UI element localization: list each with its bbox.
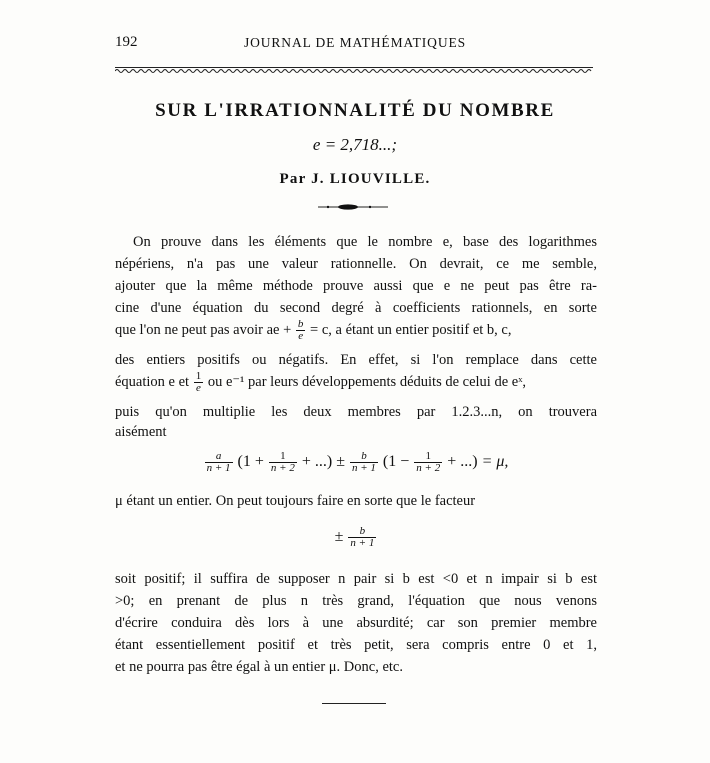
header-ornamental-rule <box>115 66 593 74</box>
text-line: ajouter que la même méthode prouve aussi que e ne peut pas être ra- <box>115 278 597 294</box>
fraction-denominator: e <box>296 330 306 342</box>
fraction-a-over-n-plus-1 <box>205 451 233 474</box>
closing-rule <box>322 703 386 704</box>
article-title: SUR L'IRRATIONNALITÉ DU NOMBRE <box>155 100 555 121</box>
fraction-numerator: 1 <box>425 450 431 462</box>
journal-title: JOURNAL DE MATHÉMATIQUES <box>243 35 467 50</box>
equation-term: (1 − <box>382 453 410 471</box>
title-formula: e = 2,718...; <box>312 135 398 154</box>
fraction-denominator: n + 1 <box>350 537 375 549</box>
text-line-with-fraction <box>115 319 597 347</box>
text-segment: = c, a étant un entier positif et b, c, <box>310 322 512 338</box>
text-line: On prouve dans les éléments que le nombre e, base des logarithmes <box>133 234 597 250</box>
text-segment: que l'on ne peut pas avoir ae + <box>115 322 292 338</box>
fraction-numerator: a <box>215 450 222 462</box>
fraction-denominator: n + 1 <box>351 462 376 474</box>
text-line: puis qu'on multiplie les deux membres par 1.2.3...n, on trouvera <box>115 404 597 420</box>
section-ornament <box>318 202 388 212</box>
fraction-1-over-n-plus-2 <box>414 451 442 474</box>
factor-display <box>115 526 597 566</box>
paragraph-3 <box>115 568 597 688</box>
fraction-denominator: n + 2 <box>270 462 295 474</box>
text-segment: équation e et <box>115 374 190 390</box>
fraction-b-over-n-plus-1 <box>350 451 378 474</box>
text-line: aisément <box>115 424 167 440</box>
running-head <box>115 34 595 54</box>
text-line: étant essentiellement positif et très petit, sera compris entre 0 et 1, <box>115 637 597 653</box>
text-line: des entiers positifs ou négatifs. En effet, si l'on remplace dans cette <box>115 352 597 368</box>
equation-body <box>135 451 577 474</box>
plus-minus-sign: ± <box>334 528 344 546</box>
text-line: d'écrire conduira dès lors à une absurdité; car son premier membre <box>115 615 597 631</box>
author-byline: Par J. LIOUVILLE. <box>279 171 431 187</box>
text-line: >0; en prenant de plus n très grand, l'équation que nous venons <box>115 593 597 609</box>
text-line: cine d'une équation du second degré à coefficients rationnels, en sorte <box>115 300 597 316</box>
page-number: 192 <box>115 34 138 50</box>
display-equation <box>115 447 597 487</box>
equation-term: (1 + <box>237 453 264 471</box>
equation-result: = μ, <box>481 453 509 471</box>
equation-term: + ...) <box>447 453 478 471</box>
fraction-b-over-e <box>296 319 306 342</box>
plus-minus-sign: ± <box>336 453 345 471</box>
fraction-numerator: b <box>297 318 304 331</box>
fraction-numerator: b <box>361 450 367 462</box>
fraction-numerator: 1 <box>195 370 202 383</box>
fraction-denominator: e <box>194 382 204 394</box>
text-line: et ne pourra pas être égal à un entier μ. Donc, etc. <box>115 659 403 675</box>
equation-term: + ...) <box>301 453 333 471</box>
fraction-numerator: 1 <box>280 450 286 462</box>
text-line: μ étant un entier. On peut toujours faire en sorte que le facteur <box>115 493 476 509</box>
text-line: soit positif; il suffira de supposer n pair si b est <0 et n impair si b est <box>115 571 597 587</box>
paragraph-1 <box>115 231 597 441</box>
fraction-1-over-n-plus-2 <box>269 451 297 474</box>
fraction-numerator: b <box>359 525 366 537</box>
text-line-with-fraction <box>115 371 597 399</box>
text-segment: ou e⁻¹ par leurs développements déduits de celui de eˣ, <box>207 374 527 390</box>
paragraph-2 <box>115 490 597 514</box>
fraction-1-over-e <box>194 371 204 394</box>
text-line: népériens, n'a pas une valeur rationnelle. On devrait, ce me semble, <box>115 256 597 272</box>
fraction-b-over-n-plus-1 <box>348 526 376 549</box>
fraction-denominator: n + 1 <box>206 462 231 474</box>
fraction-denominator: n + 2 <box>416 462 441 474</box>
